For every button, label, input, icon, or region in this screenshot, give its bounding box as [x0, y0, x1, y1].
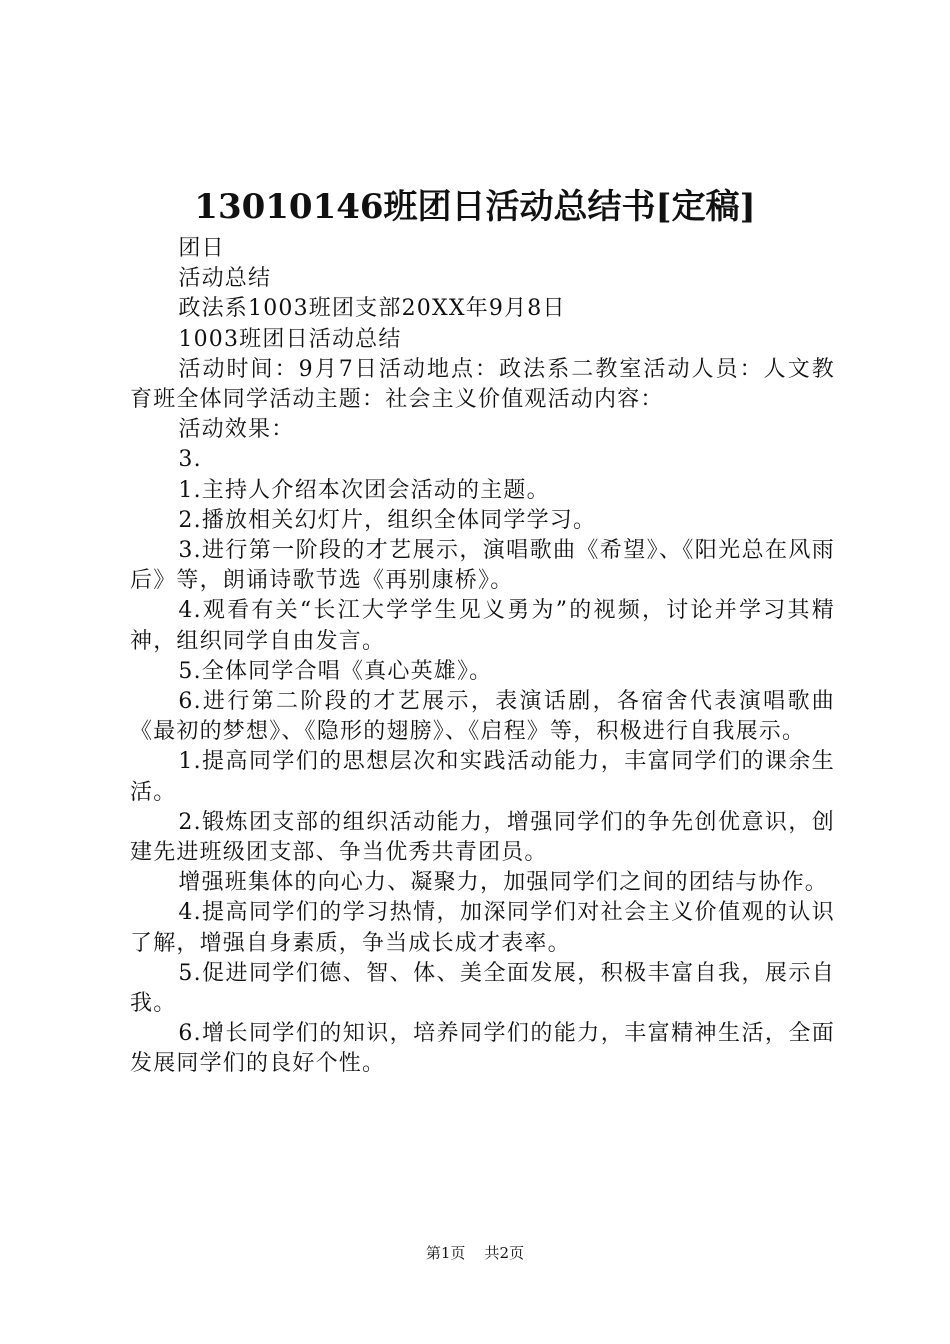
paragraph: 3.进行第一阶段的才艺展示，演唱歌曲《希望》、《阳光总在风雨后》等，朗诵诗歌节选《再别康桥》。 [130, 538, 835, 594]
paragraph: 2.播放相关幻灯片，组织全体同学学习。 [178, 507, 597, 533]
paragraph: 1003班团日活动总结 [178, 326, 402, 352]
paragraph: 2.锻炼团支部的组织活动能力，增强同学们的争先创优意识，创建先进班级团支部、争当优秀共青团员。 [130, 809, 835, 866]
paragraph: 3. [178, 447, 202, 473]
paragraph: 5.促进同学们德、智、体、美全面发展，积极丰富自我，展示自我。 [130, 960, 835, 1017]
paragraph: 1.提高同学们的思想层次和实践活动能力，丰富同学们的课余生活。 [130, 749, 835, 805]
page-footer [0, 1242, 950, 1264]
paragraph: 6.进行第二阶段的才艺展示，表演话剧，各宿舍代表演唱歌曲《最初的梦想》、《隐形的翅膀》、《启程》等，积极进行自我展示。 [130, 689, 835, 745]
page-total: 共2页 [484, 1244, 525, 1262]
page-separator [470, 1244, 480, 1262]
document-title: 13010146班团日活动总结书[定稿] [194, 187, 756, 227]
document-body [130, 234, 835, 1080]
paragraph: 1.主持人介绍本次团会活动的主题。 [178, 477, 550, 503]
page-number: 第1页 [425, 1244, 466, 1262]
paragraph: 政法系1003班团支部20XX年9月8日 [178, 296, 566, 322]
paragraph: 4.观看有关“长江大学学生见义勇为”的视频，讨论并学习其精神，组织同学自由发言。 [130, 598, 835, 654]
paragraph: 5.全体同学合唱《真心英雄》。 [178, 658, 493, 684]
paragraph: 活动总结 [178, 266, 272, 292]
paragraph: 6.增长同学们的知识，培养同学们的能力，丰富精神生活，全面发展同学们的良好个性。 [130, 1021, 835, 1077]
paragraph: 团日 [178, 236, 225, 261]
paragraph: 活动效果： [178, 417, 295, 443]
paragraph: 活动时间：9月7日活动地点：政法系二教室活动人员：人文教育班全体同学活动主题：社会主义价值观活动内容： [130, 356, 835, 413]
paragraph: 4.提高同学们的学习热情，加深同学们对社会主义价值观的认识了解，增强自身素质，争当成长成才表率。 [130, 900, 835, 956]
paragraph: 增强班集体的向心力、凝聚力，加强同学们之间的团结与协作。 [178, 870, 828, 896]
